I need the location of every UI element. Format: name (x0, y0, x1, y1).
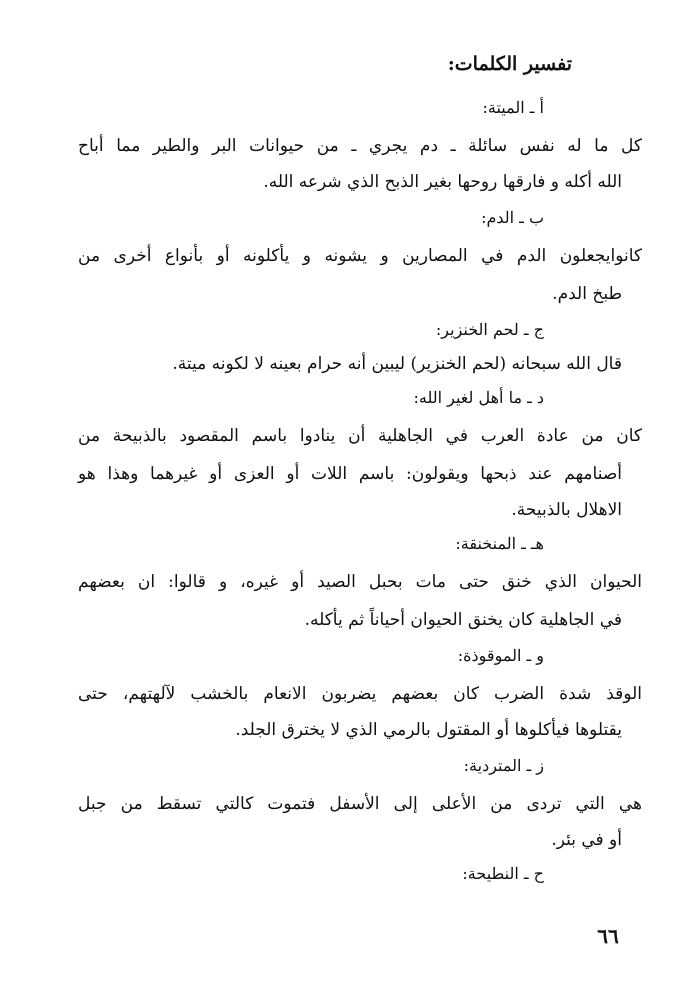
term-label-strangled: هـ ـ المنخنقة: (455, 534, 544, 553)
definition-line: كل ما له نفس سائلة ـ دم يجري ـ من حيوانات البر والطير مما أباح (78, 136, 642, 156)
term-label-dedicated-to-other-than-god: د ـ ما أهل لغير الله: (413, 388, 544, 407)
term-label-fallen: ز ـ المتردية: (463, 756, 544, 775)
definition-line: في الجاهلية كان يخنق الحيوان أحياناً ثم يأكله. (304, 610, 622, 630)
definition-line: كان من عادة العرب في الجاهلية أن ينادوا باسم المقصود بالذبيحة من (78, 426, 642, 446)
definition-line: أو في بئر. (551, 830, 622, 850)
definition-line: الله أكله و فارقها روحها بغير الذبح الذي شرعه الله. (263, 172, 622, 192)
term-label-pork: ج ـ لحم الخنزير: (435, 320, 544, 339)
definition-line: الحيوان الذي خنق حتى مات بحبل الصيد أو غيره، و قالوا: ان بعضهم (78, 572, 642, 592)
definition-line: هي التي تردى من الأعلى إلى الأسفل فتموت كالتي تسقط من جبل (78, 794, 642, 814)
definition-line: يقتلوها فيأكلوها أو المقتول بالرمي الذي لا يخترق الجلد. (235, 720, 622, 740)
definition-line: كانوايجعلون الدم في المصارين و يشونه و يأكلونه أو بأنواع أخرى من (78, 246, 642, 266)
page-number: ٦٦ (597, 924, 619, 948)
definition-line: قال الله سبحانه (لحم الخنزير) ليبين أنه حرام بعينه لا لكونه ميتة. (172, 354, 622, 374)
definition-line: أصنامهم عند ذبحها ويقولون: باسم اللات أو العزى أو غيرهما وهذا هو (78, 464, 622, 484)
section-heading: تفسير الكلمات: (447, 53, 572, 75)
definition-line: طبخ الدم. (552, 284, 622, 304)
definition-line: الوقذ شدة الضرب كان بعضهم يضربون الانعام بالخشب لآلهتهم، حتى (78, 684, 642, 704)
definition-line: الاهلال بالذبيحة. (511, 500, 622, 520)
term-label-dead-animal: أ ـ الميتة: (482, 98, 544, 117)
term-label-blood: ب ـ الدم: (481, 208, 544, 227)
term-label-beaten-to-death: و ـ الموقوذة: (457, 646, 544, 665)
term-label-gored: ح ـ النطيحة: (462, 864, 544, 883)
